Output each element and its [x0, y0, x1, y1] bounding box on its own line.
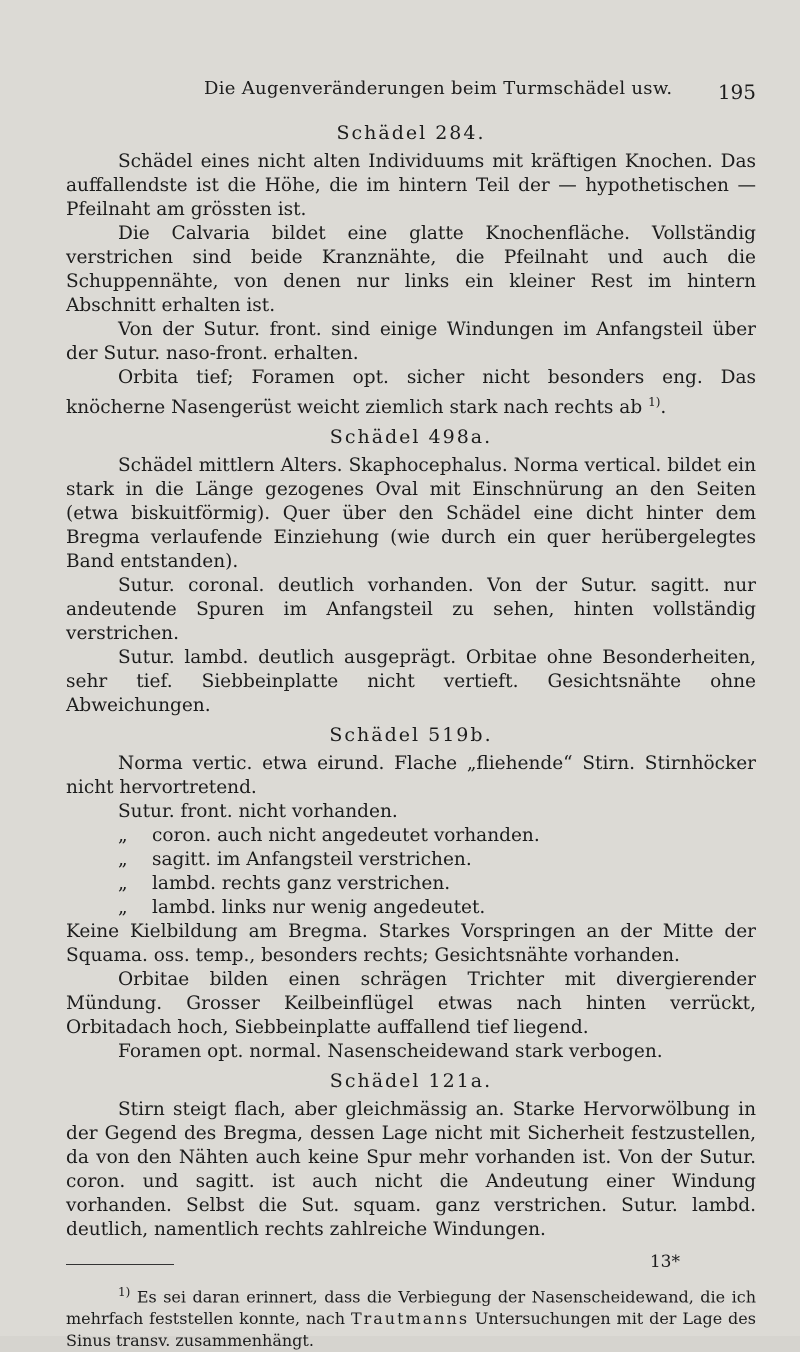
paragraph: Sutur. coronal. deutlich vorhanden. Von der Sutur. sagitt. nur andeutende Spuren im Anfangsteil zu sehen, hinten vollständig verstrichen.: [66, 575, 756, 645]
paragraph: Orbitae bilden einen schrägen Trichter mit divergierender Mündung. Grosser Keilbeinflügel etwas nach hinten verrückt, Orbitadach hoch, Siebbeinplatte auffallend tief liegend.: [66, 969, 756, 1039]
suture-text: coron. auch nicht angedeutet vorhanden.: [152, 825, 540, 847]
running-title: Die Augenveränderungen beim Turmschädel usw.: [204, 78, 673, 99]
paragraph: Norma vertic. etwa eirund. Flache „fliehende“ Stirn. Stirnhöcker nicht hervortretend.: [66, 753, 756, 799]
ditto-mark: „: [118, 897, 128, 919]
paragraph: Stirn steigt flach, aber gleichmässig an. Starke Hervorwölbung in der Gegend des Bregma, dessen Lage nicht mit Sicherheit festzustellen, da von den Nähten auch keine Spur mehr vorhanden ist. Von der Sutur. coron. und sagitt. ist auch nicht die Andeutung einer Windung vorhanden. Selbst die Sut. squam. ganz verstrichen. Sutur. lambd. deutlich, namentlich rechts zahlreiche Windungen.: [66, 1099, 756, 1241]
suture-text: lambd. rechts ganz verstrichen.: [152, 873, 451, 895]
footnote-divider: [66, 1264, 174, 1265]
suture-prefix: Sutur.: [118, 801, 175, 823]
footnote-name: Trautmanns: [350, 1309, 470, 1329]
suture-list: [66, 800, 756, 920]
section-heading: Schädel 519b.: [329, 724, 493, 747]
paragraph-with-footnote: Orbita tief; Foramen opt. sicher nicht besonders eng. Das knöcherne Nasengerüst weicht ziemlich stark nach rechts ab $^{1)}$.: [66, 367, 756, 419]
running-head: [66, 78, 756, 108]
paragraph: Sutur. lambd. deutlich ausgeprägt. Orbitae ohne Besonderheiten, sehr tief. Siebbeinplatte nicht vertieft. Gesichtsnähte ohne Abweichungen.: [66, 647, 756, 717]
footnote-text: [66, 1281, 756, 1352]
paragraph: Von der Sutur. front. sind einige Windungen im Anfangsteil über der Sutur. naso-front. erhalten.: [66, 319, 756, 364]
signature-mark: 13*: [649, 1252, 680, 1272]
section-schaedel-498a: [66, 426, 756, 718]
section-heading: Schädel 284.: [336, 122, 486, 144]
footnote-marker: 1): [118, 1285, 131, 1300]
suture-text: lambd. links nur wenig angedeutet.: [152, 897, 486, 919]
list-item: [66, 872, 756, 896]
paragraph: Foramen opt. normal. Nasenscheidewand stark verbogen.: [118, 1041, 663, 1063]
ditto-mark: „: [118, 873, 128, 895]
section-schaedel-284: [66, 122, 756, 420]
list-item: [66, 896, 756, 920]
paragraph: Schädel eines nicht alten Individuums mit kräftigen Knochen. Das auffallendste ist die Höhe, die im hintern Teil der — hypothetischen — Pfeilnaht am grössten ist.: [66, 151, 756, 220]
ditto-mark: „: [118, 849, 128, 871]
paragraph: Keine Kielbildung am Bregma. Starkes Vorspringen an der Mitte der Squama. oss. temp., besonders rechts; Gesichtsnähte vorhanden.: [66, 921, 756, 967]
list-item: [66, 848, 756, 872]
list-item: [66, 800, 756, 824]
section-schaedel-121a: [66, 1070, 756, 1242]
paragraph-text: Orbita tief; Foramen opt. sicher nicht besonders eng. Das knöcherne Nasengerüst weicht ziemlich stark nach rechts ab: [66, 367, 756, 419]
ditto-mark: „: [118, 825, 128, 847]
paragraph: Schädel mittlern Alters. Skaphocephalus. Norma vertical. bildet ein stark in die Länge gezogenes Oval mit Einschnürung an den Seiten (etwa biskuitförmig). Quer über den Schädel eine dicht hinter dem Bregma verlaufende Einziehung (wie durch ein quer herübergelegtes Band entstanden).: [66, 455, 756, 573]
footnote: [66, 1281, 756, 1352]
list-item: [66, 824, 756, 848]
section-heading: Schädel 498a.: [329, 426, 493, 449]
page-number: 195: [717, 80, 756, 104]
footnote-text-before: Es sei daran erinnert, dass die Verbiegung der Nasenscheidewand, die ich mehrfach feststellen konnte, nach: [66, 1287, 757, 1329]
suture-text: front. nicht vorhanden.: [180, 801, 398, 823]
footnote-text-after: Untersuchungen mit der Lage des Sinus transv. zusammenhängt.: [66, 1309, 756, 1351]
section-heading: Schädel 121a.: [329, 1070, 493, 1093]
paragraph: Die Calvaria bildet eine glatte Knochenfläche. Vollständig verstrichen sind beide Kranznähte, die Pfeilnaht und auch die Schuppennähte, von denen nur links ein kleiner Rest im hintern Abschnitt erhalten ist.: [66, 223, 756, 316]
section-schaedel-519b: [66, 724, 756, 1064]
footnote-reference: 1): [648, 395, 661, 409]
suture-text: sagitt. im Anfangsteil verstrichen.: [152, 849, 472, 871]
